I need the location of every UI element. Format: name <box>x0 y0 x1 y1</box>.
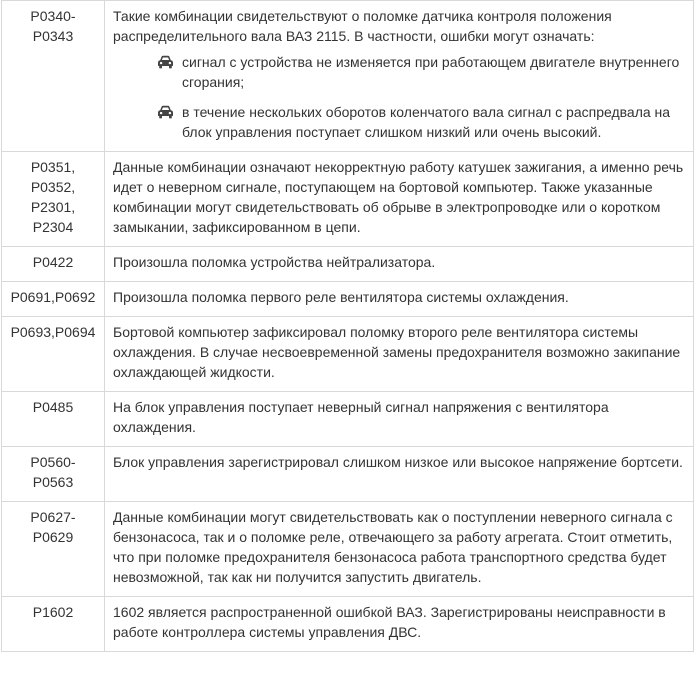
error-code: P0627- <box>30 509 76 525</box>
error-code-cell <box>2 317 105 392</box>
description-text: 1602 является распространенной ошибкой ВАЗ. Зарегистрированы неисправности в работе контроллера системы управления ДВС. <box>113 604 666 640</box>
error-code-cell <box>2 247 105 282</box>
description-cell <box>105 392 694 447</box>
error-code-cell <box>2 447 105 502</box>
error-code-cell <box>2 597 105 652</box>
error-code: P0352, <box>30 179 76 195</box>
error-code-cell <box>2 392 105 447</box>
table-row <box>2 152 694 247</box>
error-code: P0629 <box>32 529 74 545</box>
table-row <box>2 282 694 317</box>
description-cell <box>105 502 694 597</box>
error-code-cell <box>2 152 105 247</box>
error-code: P0693,P0694 <box>10 324 96 340</box>
error-code: P2304 <box>32 219 74 235</box>
error-code-cell <box>2 282 105 317</box>
bullet-text: сигнал с устройства не изменяется при работающем двигателе внутреннего сгорания; <box>182 54 680 90</box>
description-cell <box>105 447 694 502</box>
error-code: P0343 <box>32 28 74 44</box>
error-code: P0563 <box>32 474 74 490</box>
description-text: Такие комбинации свидетельствуют о поломке датчика контроля положения распределительного вала ВАЗ 2115. В частности, ошибки могут означать: <box>113 8 612 44</box>
error-code: P0351, <box>30 159 76 175</box>
list-item <box>157 52 685 92</box>
table-row <box>2 247 694 282</box>
car-icon <box>157 55 174 69</box>
bullet-text: в течение нескольких оборотов коленчатого вала сигнал с распредвала на блок управления поступает слишком низкий или очень высокий. <box>182 104 671 140</box>
description-text: На блок управления поступает неверный сигнал напряжения с вентилятора охлаждения. <box>113 399 609 435</box>
table-row <box>2 597 694 652</box>
table-row <box>2 502 694 597</box>
error-code: P0691,P0692 <box>10 289 96 305</box>
description-text: Блок управления зарегистрировал слишком низкое или высокое напряжение бортсети. <box>113 454 683 470</box>
table-row <box>2 1 694 152</box>
description-cell <box>105 597 694 652</box>
description-text: Произошла поломка первого реле вентилятора системы охлаждения. <box>113 289 569 305</box>
error-code: P2301, <box>30 199 76 215</box>
table-row <box>2 317 694 392</box>
car-icon <box>157 105 174 119</box>
description-cell <box>105 247 694 282</box>
error-code: P0422 <box>32 254 74 270</box>
description-text: Бортовой компьютер зафиксировал поломку второго реле вентилятора системы охлаждения. В случае несвоевременной замены предохранителя возможно закипание охлаждающей жидкости. <box>113 324 681 380</box>
description-cell <box>105 152 694 247</box>
error-code: P0340- <box>30 8 76 24</box>
list-item <box>157 102 685 142</box>
error-codes-table <box>1 0 694 652</box>
description-cell <box>105 1 694 152</box>
description-text: Произошла поломка устройства нейтрализатора. <box>113 254 436 270</box>
error-code-cell <box>2 1 105 152</box>
description-cell <box>105 317 694 392</box>
error-code: P0485 <box>32 399 74 415</box>
error-code: P1602 <box>32 604 74 620</box>
description-text: Данные комбинации могут свидетельствовать как о поступлении неверного сигнала с бензонасоса, так и о поломке реле, отвечающего за работу агрегата. Стоит отметить, что при поломке предохранителя бензонасоса работа транспортного средства будет невозможной, так как ни получится запустить двигатель. <box>113 509 673 585</box>
description-cell <box>105 282 694 317</box>
bullet-list <box>113 52 685 142</box>
table-row <box>2 392 694 447</box>
error-code: P0560- <box>30 454 76 470</box>
description-text: Данные комбинации означают некорректную работу катушек зажигания, а именно речь идет о неверном сигнале, поступающем на бортовой компьютер. Также указанные комбинации могут свидетельствовать об обрыве в электропроводке или о коротком замыкании, зафиксированном в цепи. <box>113 159 684 235</box>
table-row <box>2 447 694 502</box>
error-code-cell <box>2 502 105 597</box>
